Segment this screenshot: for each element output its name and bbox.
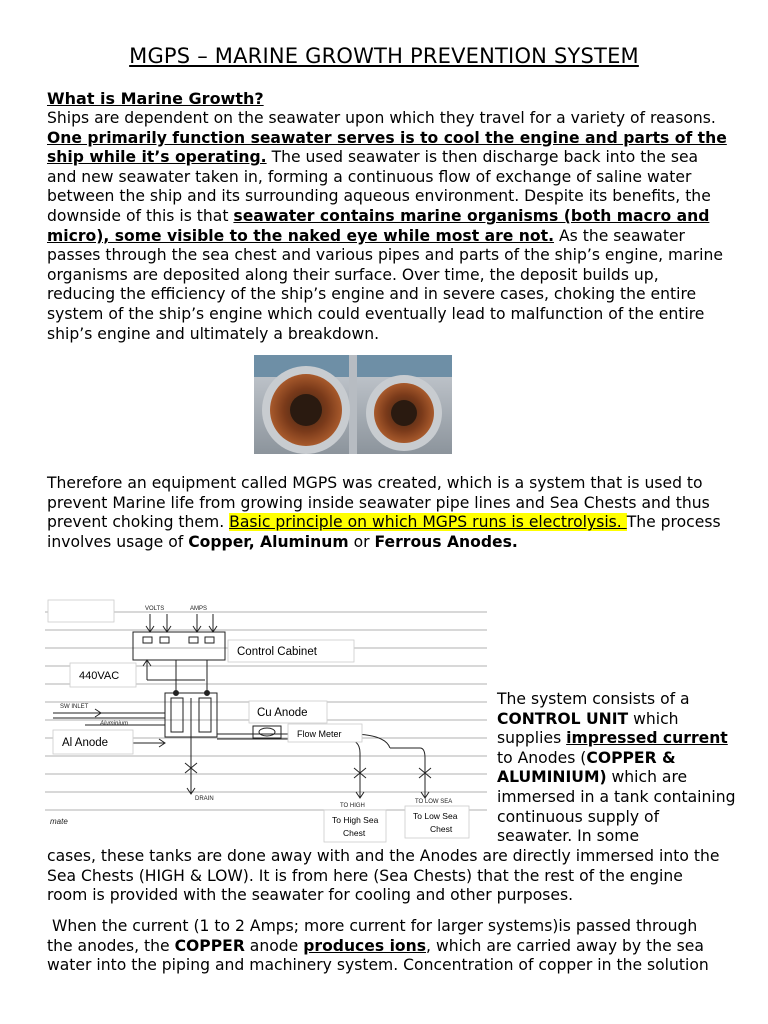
hw-volts-label: VOLTS — [145, 606, 165, 612]
p1-emphasis-1: One primarily function seawater serves is to cool the engine and parts of the ship while it’s operating. — [47, 128, 727, 167]
p4-text-1: When the current (1 to 2 Amps; more current for larger systems)is passed through the anodes, the — [47, 917, 698, 955]
p2-text-1: Therefore an equipment called MGPS was created, which is a system that is used to prevent Marine life from growing inside seawater pipe lines and Sea Chests and thus prevent choking them. — [47, 474, 710, 532]
corroded-pipes-photo — [254, 355, 452, 454]
label-high-sea-chest-1: To High Sea — [332, 815, 379, 825]
p3-text-1: The system consists of a — [497, 690, 690, 708]
mgps-schematic-diagram — [45, 598, 487, 844]
hw-to-high: TO HIGH — [340, 803, 365, 809]
p4-bold-copper: COPPER — [174, 936, 245, 955]
hw-aluminium: Aluminium — [100, 721, 129, 727]
label-flow-meter: Flow Meter — [297, 729, 342, 739]
p2-bold-2: Ferrous Anodes. — [374, 532, 518, 551]
p4-text-2: anode — [244, 936, 304, 955]
highlighted-electrolysis: Basic principle on which MGPS runs is electrolysis. — [229, 513, 627, 532]
p1-text-3: As the seawater passes through the sea chest and various pipes and parts of the ship’s engine, marine organisms are deposited along their surface. Over time, the deposit builds up, reducing the efficiency of the ship’s engine and in severe cases, choking the entire system of the ship’s engine which could eventually lead to malfunction of the entire ship’s engine and ultimately a breakdown. — [47, 226, 723, 343]
paragraph-mgps-principle — [47, 474, 727, 552]
p3-text-4: which are immersed in a tank containing continuous supply of seawater. In some — [497, 768, 736, 846]
paragraph-system-components — [497, 690, 737, 847]
label-control-cabinet: Control Cabinet — [237, 646, 317, 658]
label-high-sea-chest-2: Chest — [343, 828, 366, 838]
hw-drain: DRAIN — [195, 796, 214, 802]
paragraph-marine-growth — [47, 109, 727, 344]
hw-sw-inlet: SW INLET — [60, 704, 89, 710]
label-al-anode: Al Anode — [62, 737, 109, 749]
p4-emphasis-ions: produces ions — [303, 936, 427, 955]
label-440vac: 440VAC — [79, 670, 120, 682]
label-cu-anode: Cu Anode — [257, 707, 308, 719]
paragraph-copper-ions — [47, 917, 727, 976]
label-low-sea-chest-1: To Low Sea — [413, 811, 458, 821]
p1-emphasis-2: seawater contains marine organisms (both macro and micro), some visible to the naked eye while most are not. — [47, 206, 710, 245]
p4-text-3: , which are carried away by the sea water into the piping and machinery system. Concentration of copper in the solution — [47, 936, 709, 975]
p1-text-1: Ships are dependent on the seawater upon which they travel for a variety of reasons. — [47, 109, 716, 127]
hw-mate: mate — [50, 817, 68, 826]
p2-text-3: or — [348, 532, 375, 551]
section-heading: What is Marine Growth? — [47, 89, 264, 108]
p3-bold-control-unit: CONTROL UNIT — [497, 709, 629, 728]
p2-text-2: The process involves usage of — [47, 513, 721, 551]
p1-text-2: The used seawater is then discharge back into the sea and new seawater taken in, forming a continuous flow of exchange of saline water between the ship and its surrounding aqueous environment. Despite its benefits, the downside of this is that — [47, 148, 711, 225]
page-title: MGPS – MARINE GROWTH PREVENTION SYSTEM — [129, 44, 639, 68]
hw-amps-label: AMPS — [190, 606, 208, 612]
p3-bold-anodes: COPPER & ALUMINIUM) — [497, 748, 676, 787]
label-low-sea-chest-2: Chest — [430, 824, 453, 834]
p3-text-3: to Anodes ( — [497, 748, 587, 767]
hw-to-low: TO LOW SEA — [415, 799, 453, 805]
p3-text-2: which supplies — [497, 709, 679, 748]
p2-bold-1: Copper, Aluminum — [188, 532, 349, 551]
p3-emphasis-current: impressed current — [566, 729, 728, 748]
paragraph-system-continued: cases, these tanks are done away with and the Anodes are directly immersed into the Sea Chests (HIGH & LOW). It is from here (Sea Chests) that the rest of the engine room is provided with the seawater for cooling and other purposes. — [47, 847, 720, 905]
